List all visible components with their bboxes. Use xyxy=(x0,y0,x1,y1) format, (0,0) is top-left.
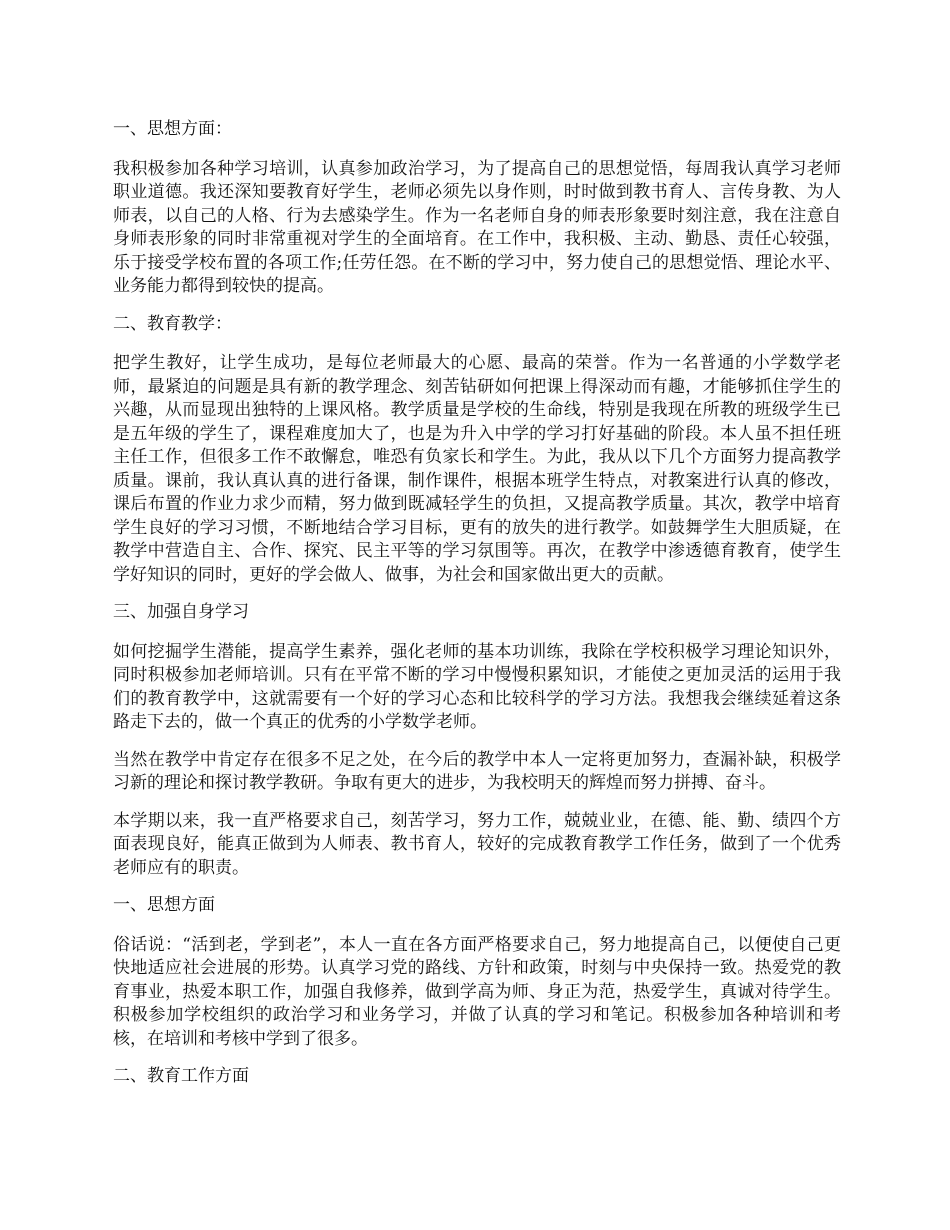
document-page xyxy=(113,118,841,1105)
section-heading: 二、教育教学： xyxy=(113,313,232,334)
body-paragraph: 我积极参加各种学习培训，认真参加政治学习，为了提高自己的思想觉悟，每周我认真学习老师职业道德。我还深知要教育好学生，老师必须先以身作则，时时做到教书育人、言传身教、为人师表，以自己的人格、行为去感染学生。作为一名老师自身的师表形象要时刻注意，我在注意自身师表形象的同时非常重视对学生的全面培育。在工作中，我积极、主动、勤恳、责任心较强，乐于接受学校布置的各项工作;任劳任怨。在不断的学习中，努力使自己的思想觉悟、理论水平、业务能力都得到较快的提高。 xyxy=(113,158,841,296)
body-paragraph: 本学期以来，我一直严格要求自己，刻苦学习，努力工作，兢兢业业，在德、能、勤、绩四个方面表现良好，能真正做到为人师表、教书育人，较好的完成教育教学工作任务，做到了一个优秀老师应有的职责。 xyxy=(113,810,841,878)
section-heading: 二、教育工作方面 xyxy=(113,1066,249,1086)
section-heading: 一、思想方面 xyxy=(113,895,215,915)
body-paragraph: 把学生教好，让学生成功，是每位老师最大的心愿、最高的荣誉。作为一名普通的小学数学老师，最紧迫的问题是具有新的教学理念、刻苦钻研如何把课上得深动而有趣，才能够抓住学生的兴趣，从而显现出独特的上课风格。教学质量是学校的生命线，特别是我现在所教的班级学生已是五年级的学生了，课程难度加大了，也是为升入中学的学习打好基础的阶段。本人虽不担任班主任工作，但很多工作不敢懈怠，唯恐有负家长和学生。为此，我从以下几个方面努力提高教学质量。课前，我认真认真的进行备课，制作课件，根据本班学生特点，对教案进行认真的修改，课后布置的作业力求少而精，努力做到既减轻学生的负担，又提高教学质量。其次，教学中培育学生良好的学习习惯，不断地结合学习目标，更有的放失的进行教学。如鼓舞学生大胆质疑，在教学中营造自主、合作、探究、民主平等的学习氛围等。再次，在教学中渗透德育教育，使学生学好知识的同时，更好的学会做人、做事，为社会和国家做出更大的贡献。 xyxy=(113,353,841,585)
body-paragraph: 如何挖掘学生潜能，提高学生素养，强化老师的基本功训练，我除在学校积极学习理论知识外，同时积极参加老师培训。只有在平常不断的学习中慢慢积累知识，才能使之更加灵活的运用于我们的教育教学中，这就需要有一个好的学习心态和比较科学的学习方法。我想我会继续延着这条路走下去的，做一个真正的优秀的小学数学老师。 xyxy=(113,641,841,732)
body-paragraph: 俗话说：“活到老，学到老”，本人一直在各方面严格要求自己，努力地提高自己，以便使自己更快地适应社会进展的形势。认真学习党的路线、方针和政策，时刻与中央保持一致。热爱党的教育事业，热爱本职工作，加强自我修养，做到学高为师、身正为范，热爱学生，真诚对待学生。积极参加学校组织的政治学习和业务学习，并做了认真的学习和笔记。积极参加各种培训和考核，在培训和考核中学到了很多。 xyxy=(113,934,841,1049)
section-heading: 三、加强自身学习 xyxy=(113,602,249,622)
section-heading: 一、思想方面： xyxy=(113,119,232,139)
body-paragraph: 当然在教学中肯定存在很多不足之处，在今后的教学中本人一定将更加努力，查漏补缺，积极学习新的理论和探讨教学教研。争取有更大的进步，为我校明天的辉煌而努力拼搏、奋斗。 xyxy=(113,749,841,793)
